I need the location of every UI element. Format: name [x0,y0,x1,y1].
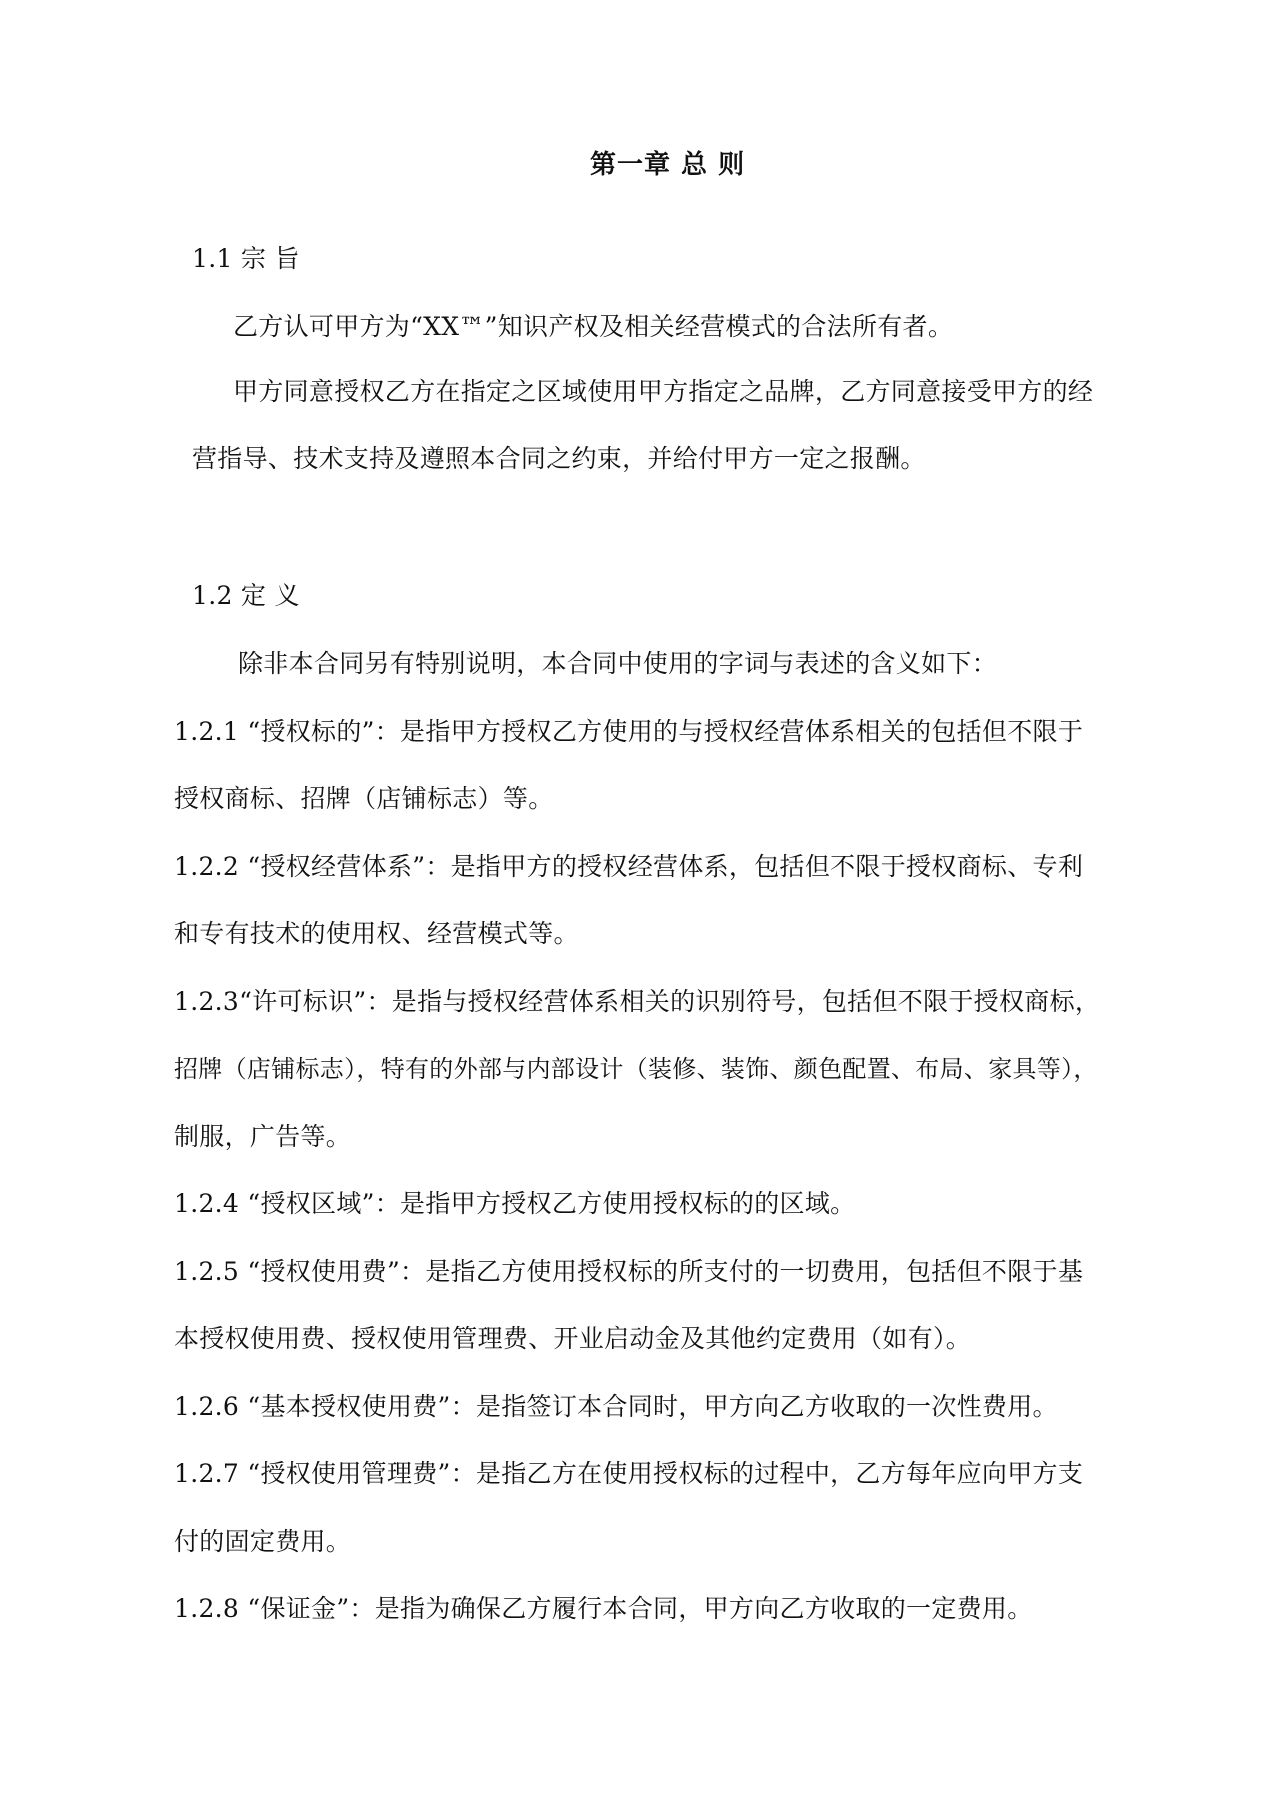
definition-line: 1.2.2 “授权经营体系”：是指甲方的授权经营体系，包括但不限于授权商标、专利 [174,852,1084,881]
definition-line: 1.2.8 “保证金”：是指为确保乙方履行本合同，甲方向乙方收取的一定费用。 [174,1594,1033,1623]
definition-line: 1.2.5 “授权使用费”：是指乙方使用授权标的所支付的一切费用，包括但不限于基 [174,1257,1084,1286]
definition-line: 制服，广告等。 [174,1122,352,1151]
chapter-title: 第一章 总 则 [590,150,746,180]
definition-line: 本授权使用费、授权使用管理费、开业启动金及其他约定费用（如有）。 [174,1324,972,1353]
paragraph-line: 甲方同意授权乙方在指定之区域使用甲方指定之品牌，乙方同意接受甲方的经 [233,377,1094,406]
definition-line: 付的固定费用。 [174,1527,352,1556]
definition-line: 1.2.6 “基本授权使用费”：是指签订本合同时，甲方向乙方收取的一次性费用。 [174,1392,1058,1421]
definition-line: 1.2.3“许可标识”：是指与授权经营体系相关的识别符号，包括但不限于授权商标， [174,987,1101,1016]
section-heading: 1.1 宗 旨 [192,244,300,273]
definition-line: 1.2.1 “授权标的”：是指甲方授权乙方使用的与授权经营体系相关的包括但不限于 [174,717,1084,746]
paragraph-line: 乙方认可甲方为“XX™”知识产权及相关经营模式的合法所有者。 [233,312,954,341]
definition-line: 和专有技术的使用权、经营模式等。 [174,919,579,948]
definition-line: 1.2.4 “授权区域”：是指甲方授权乙方使用授权标的的区域。 [174,1189,856,1218]
definition-line: 招牌（店铺标志），特有的外部与内部设计（装修、装饰、颜色配置、布局、家具等）， [174,1055,1098,1083]
definition-line: 授权商标、招牌（店铺标志）等。 [174,784,554,813]
intro-line: 除非本合同另有特别说明，本合同中使用的字词与表述的含义如下： [238,649,998,678]
definition-line: 1.2.7 “授权使用管理费”：是指乙方在使用授权标的过程中，乙方每年应向甲方支 [174,1459,1084,1488]
paragraph-line: 营指导、技术支持及遵照本合同之约束，并给付甲方一定之报酬。 [192,444,926,473]
section-heading: 1.2 定 义 [192,581,300,610]
